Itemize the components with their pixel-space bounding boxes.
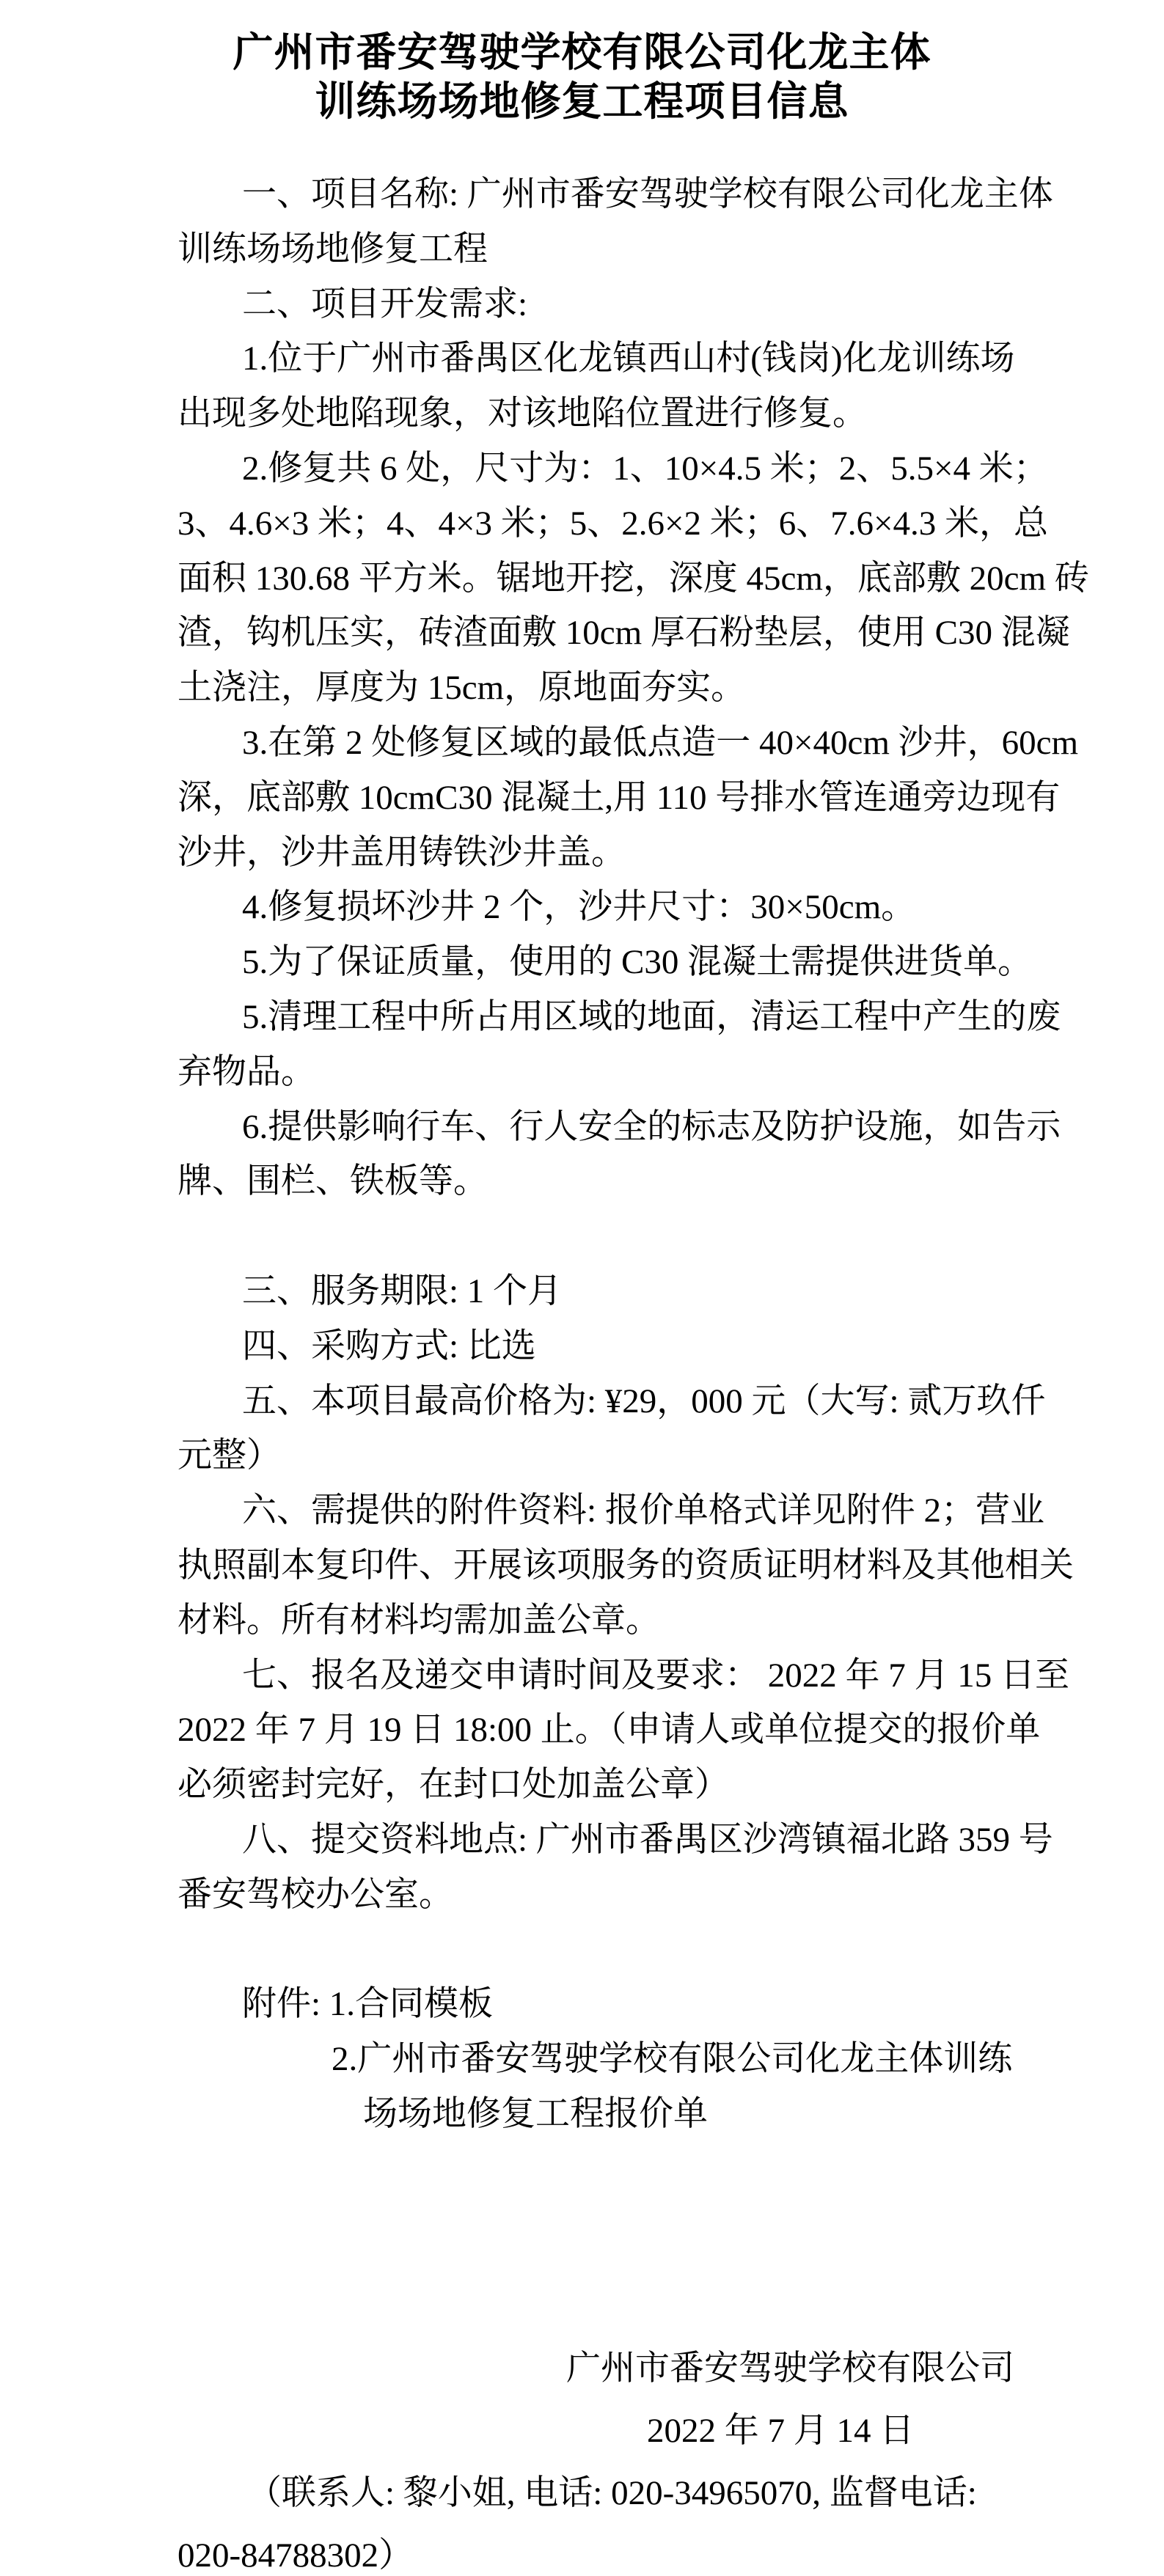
doc-line-service-term: 三、服务期限: 1 个月 [242,1272,563,1310]
doc-line-deadline: 七、报名及递交申请时间及要求： 2022 年 7 月 15 日至 [242,1656,1069,1695]
doc-line: 面积 130.68 平方米。锯地开挖，深度 45cm，底部敷 20cm 砖 [177,559,1089,598]
doc-line: 牌、围栏、铁板等。 [177,1162,488,1201]
doc-line: 必须密封完好，在封口处加盖公章） [177,1766,729,1805]
doc-line: 深，底部敷 10cmC30 混凝土,用 110 号排水管连通旁边现有 [177,778,1061,817]
signature-company: 广州市番安驾驶学校有限公司 [566,2349,1014,2388]
doc-line-req-4: 4.修复损坏沙井 2 个，沙井尺寸：30×50cm。 [242,888,916,927]
doc-line: 材料。所有材料均需加盖公章。 [177,1601,660,1640]
title-line-1: 广州市番安驾驶学校有限公司化龙主体 [233,30,931,75]
contact-line-2: 020-84788302） [177,2536,414,2575]
doc-line: 3、4.6×3 米；4、4×3 米；5、2.6×2 米；6、7.6×4.3 米，总 [177,504,1049,543]
doc-line: 土浇注，厚度为 15cm，原地面夯实。 [177,669,746,708]
doc-line: 出现多处地陷现象，对该地陷位置进行修复。 [177,395,867,433]
doc-line: 训练场场地修复工程 [177,230,488,268]
doc-line-req-1: 1.位于广州市番禺区化龙镇西山村(钱岗)化龙训练场 [242,340,1015,378]
document-body [177,167,1089,2142]
signature-block [177,2338,1058,2576]
doc-line-req-6: 6.提供影响行车、行人安全的标志及防护设施，如告示 [242,1107,1061,1146]
doc-line-attachment-2a: 2.广州市番安驾驶学校有限公司化龙主体训练 [332,2040,1013,2079]
doc-line-attachment-2b: 场场地修复工程报价单 [363,2094,708,2133]
doc-line: 弃物品。 [177,1052,315,1091]
blank-line [177,1923,1058,1978]
signature-date: 2022 年 7 月 14 日 [647,2412,915,2450]
doc-line: 元整） [177,1436,281,1475]
doc-line: 沙井，沙井盖用铸铁沙井盖。 [177,833,626,872]
doc-line-req-5b: 5.清理工程中所占用区域的地面，清运工程中产生的废 [242,997,1061,1036]
document-title [0,28,1164,126]
doc-line-req-3: 3.在第 2 处修复区域的最低点造一 40×40cm 沙井，60cm [242,723,1079,762]
doc-line-project-name: 一、项目名称: 广州市番安驾驶学校有限公司化龙主体 [242,175,1053,213]
contact-line-1: （联系人: 黎小姐, 电话: 020-34965070, 监督电话: [247,2474,977,2512]
doc-line-req-2: 2.修复共 6 处，尺寸为：1、10×4.5 米；2、5.5×4 米； [242,449,1048,488]
doc-line-submit-location: 八、提交资料地点: 广州市番禺区沙湾镇福北路 359 号 [242,1820,1053,1859]
doc-line-procurement: 四、采购方式: 比选 [242,1326,536,1365]
doc-line: 番安驾校办公室。 [177,1875,453,1914]
doc-line-req-5a: 5.为了保证质量，使用的 C30 混凝土需提供进货单。 [242,943,1033,982]
title-line-2: 训练场场地修复工程项目信息 [315,79,849,124]
doc-line: 执照副本复印件、开展该项服务的资质证明材料及其他相关 [177,1546,1074,1585]
doc-line-max-price: 五、本项目最高价格为: ¥29，000 元（大写: 贰万玖仟 [242,1381,1046,1420]
doc-line: 渣，钩机压实，砖渣面敷 10cm 厚石粉垫层，使用 C30 混凝 [177,614,1070,653]
doc-line-attachments-req: 六、需提供的附件资料: 报价单格式详见附件 2；营业 [242,1491,1045,1530]
doc-line: 2022 年 7 月 19 日 18:00 止。（申请人或单位提交的报价单 [177,1711,1041,1750]
doc-line-attachment-1: 附件: 1.合同模板 [242,1985,494,2024]
doc-line-requirements-head: 二、项目开发需求: [242,285,528,323]
blank-line [177,1209,1058,1264]
